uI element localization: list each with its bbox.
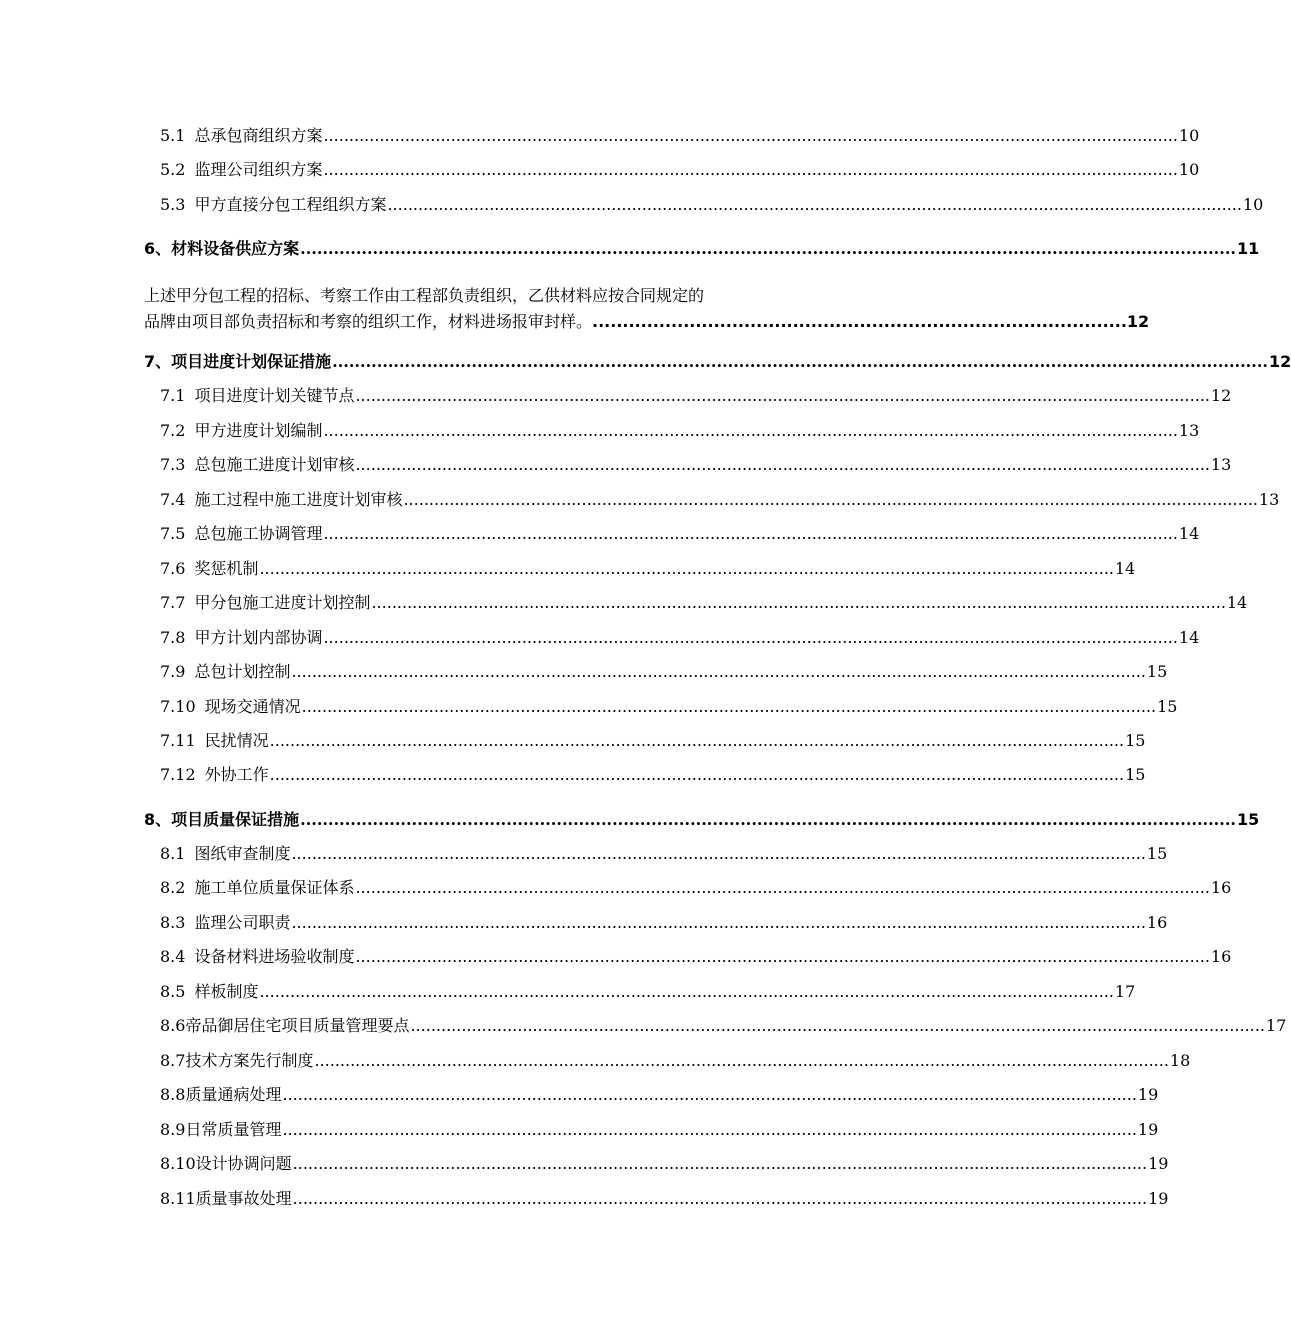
toc-entry-title: 甲方直接分包工程组织方案 (194, 195, 387, 214)
toc-entry-title: 监理公司职责 (194, 913, 291, 932)
toc-entry-title: 甲分包施工进度计划控制 (194, 593, 371, 612)
toc-chapter-6[interactable] (144, 239, 1260, 258)
toc-entry-page: 15 (1157, 697, 1178, 716)
dot-leader: ........................................................................................................................................................................ (300, 810, 1236, 829)
toc-entry-number: 8.7 (160, 1051, 186, 1070)
toc-entry-8-4[interactable] (160, 947, 1232, 966)
dot-leader: ........................................................................................................................................................................ (282, 1120, 1137, 1139)
toc-entry-number: 8.11 (160, 1189, 196, 1208)
toc-entry-number: 8.10 (160, 1154, 196, 1173)
toc-entry-7-11[interactable] (160, 731, 1146, 750)
dot-leader: ........................................................................................................................................................................ (410, 1016, 1265, 1035)
toc-entry-title: 施工过程中施工进度计划审核 (194, 490, 403, 509)
toc-chapter-page: 15 (1236, 810, 1260, 829)
toc-entry-page: 15 (1146, 662, 1168, 681)
toc-chapter-title: 6、材料设备供应方案 (144, 239, 300, 258)
toc-entry-page: 19 (1148, 1189, 1169, 1208)
toc-entry-page: 16 (1146, 913, 1168, 932)
dot-leader: ........................................................................................................................................................................ (323, 160, 1178, 179)
toc-entry-page: 12 (1210, 386, 1232, 405)
toc-entry-5-2[interactable] (160, 160, 1200, 179)
toc-entry-title: 质量通病处理 (185, 1085, 282, 1104)
toc-chapter-title: 8、项目质量保证措施 (144, 810, 300, 829)
toc-entry-title: 民扰情况 (204, 731, 269, 750)
toc-entry-8-3[interactable] (160, 913, 1168, 932)
toc-entry-7-9[interactable] (160, 662, 1168, 681)
note-line-2: 品牌由项目部负责招标和考察的组织工作，材料进场报审封样。 (144, 312, 593, 331)
toc-entry-page: 16 (1210, 878, 1232, 897)
toc-entry-number: 8.9 (160, 1120, 186, 1139)
toc-entry-5-3[interactable] (160, 195, 1264, 214)
dot-leader: ........................................................................................................................................................................ (355, 386, 1210, 405)
toc-entry-page: 10 (1242, 195, 1264, 214)
dot-leader: ........................................................................................................................................................................ (323, 421, 1178, 440)
toc-entry-number: 7.2 (160, 421, 186, 440)
toc-entry-title: 样板制度 (194, 982, 259, 1001)
toc-entry-number: 7.6 (160, 559, 186, 578)
toc-entry-title: 设计协调问题 (195, 1154, 292, 1173)
toc-entry-title: 监理公司组织方案 (194, 160, 323, 179)
toc-chapter-page: 12 (1268, 352, 1291, 371)
toc-entry-title: 总包施工进度计划审核 (194, 455, 355, 474)
toc-entry-number: 7.11 (160, 731, 196, 750)
toc-entry-number: 5.2 (160, 160, 186, 179)
toc-entry-title: 现场交通情况 (204, 697, 301, 716)
toc-entry-8-6[interactable] (160, 1016, 1287, 1035)
toc-entry-number: 8.5 (160, 982, 186, 1001)
toc-entry-number: 7.12 (160, 765, 196, 784)
toc-chapter-title: 7、项目进度计划保证措施 (144, 352, 332, 371)
toc-entry-title: 技术方案先行制度 (185, 1051, 314, 1070)
toc-chapter-8[interactable] (144, 810, 1260, 829)
toc-entry-page: 18 (1169, 1051, 1191, 1070)
toc-entry-title: 设备材料进场验收制度 (194, 947, 355, 966)
toc-entry-number: 7.10 (160, 697, 196, 716)
toc-entry-number: 7.1 (160, 386, 186, 405)
toc-entry-title: 图纸审查制度 (194, 844, 291, 863)
toc-entry-number: 7.9 (160, 662, 186, 681)
toc-entry-page: 13 (1210, 455, 1232, 474)
toc-entry-title: 项目进度计划关键节点 (194, 386, 355, 405)
toc-entry-title: 帝品御居住宅项目质量管理要点 (185, 1016, 410, 1035)
toc-entry-page: 15 (1125, 765, 1146, 784)
toc-entry-8-2[interactable] (160, 878, 1232, 897)
toc-chapter-7[interactable] (144, 352, 1291, 371)
toc-entry-number: 7.7 (160, 593, 186, 612)
toc-entry-number: 8.1 (160, 844, 186, 863)
toc-entry-number: 8.8 (160, 1085, 186, 1104)
toc-entry-page: 17 (1114, 982, 1136, 1001)
toc-entry-8-8[interactable] (160, 1085, 1159, 1104)
toc-entry-7-12[interactable] (160, 765, 1146, 784)
toc-entry-7-6[interactable] (160, 559, 1136, 578)
toc-entry-title: 甲方计划内部协调 (194, 628, 323, 647)
toc-entry-7-4[interactable] (160, 490, 1280, 509)
note-page: 12 (1126, 312, 1150, 331)
dot-leader: ........................................................................................................................................................................ (300, 239, 1236, 258)
dot-leader: ........................................................................................................................................................................ (403, 490, 1258, 509)
toc-entry-number: 7.8 (160, 628, 186, 647)
dot-leader: ........................................................................................................................................................................ (323, 628, 1178, 647)
dot-leader: ........................................................................................................................................................................ (292, 1154, 1148, 1173)
dot-leader: ........................................................................................................................................................................ (291, 844, 1146, 863)
toc-entry-number: 8.3 (160, 913, 186, 932)
toc-entry-8-1[interactable] (160, 844, 1168, 863)
dot-leader: ........................................................................................................................................................................ (259, 982, 1114, 1001)
note-line-1: 上述甲分包工程的招标、考察工作由工程部负责组织，乙供材料应按合同规定的 (144, 286, 705, 305)
toc-entry-number: 5.3 (160, 195, 186, 214)
dot-leader: ........................................................................................................................................................................ (355, 947, 1210, 966)
toc-entry-page: 14 (1114, 559, 1136, 578)
toc-note-paragraph[interactable] (144, 283, 1150, 335)
toc-entry-title: 质量事故处理 (195, 1189, 292, 1208)
toc-entry-page: 17 (1265, 1016, 1287, 1035)
toc-entry-title: 总承包商组织方案 (194, 126, 323, 145)
toc-entry-page: 13 (1178, 421, 1200, 440)
toc-entry-title: 甲方进度计划编制 (194, 421, 323, 440)
toc-entry-number: 5.1 (160, 126, 186, 145)
dot-leader: ........................................................................................................................................................................ (323, 524, 1178, 543)
toc-entry-8-5[interactable] (160, 982, 1136, 1001)
toc-entry-8-7[interactable] (160, 1051, 1191, 1070)
toc-entry-page: 16 (1210, 947, 1232, 966)
toc-entry-page: 10 (1178, 160, 1200, 179)
toc-entry-number: 8.2 (160, 878, 186, 897)
toc-entry-number: 8.6 (160, 1016, 186, 1035)
dot-leader: ........................................................................................................................................................................ (292, 1189, 1148, 1208)
toc-entry-page: 15 (1146, 844, 1168, 863)
toc-entry-7-5[interactable] (160, 524, 1200, 543)
toc-entry-page: 19 (1137, 1120, 1159, 1139)
dot-leader: ........................................................................................ (592, 312, 1127, 331)
toc-entry-5-1[interactable] (160, 126, 1200, 145)
dot-leader: ........................................................................................................................................................................ (269, 765, 1125, 784)
dot-leader: ........................................................................................................................................................................ (355, 455, 1210, 474)
dot-leader: ........................................................................................................................................................................ (291, 913, 1146, 932)
toc-entry-page: 14 (1178, 628, 1200, 647)
toc-entry-number: 7.3 (160, 455, 186, 474)
toc-chapter-page: 11 (1236, 239, 1260, 258)
toc-entry-number: 8.4 (160, 947, 186, 966)
dot-leader: ........................................................................................................................................................................ (332, 352, 1268, 371)
dot-leader: ........................................................................................................................................................................ (301, 697, 1157, 716)
toc-entry-7-10[interactable] (160, 697, 1178, 716)
toc-entry-title: 总包计划控制 (194, 662, 291, 681)
dot-leader: ........................................................................................................................................................................ (323, 126, 1178, 145)
dot-leader: ........................................................................................................................................................................ (355, 878, 1210, 897)
toc-entry-number: 7.5 (160, 524, 186, 543)
toc-entry-8-9[interactable] (160, 1120, 1159, 1139)
toc-entry-title: 日常质量管理 (185, 1120, 282, 1139)
dot-leader: ........................................................................................................................................................................ (371, 593, 1226, 612)
toc-entry-page: 15 (1125, 731, 1146, 750)
toc-entry-title: 总包施工协调管理 (194, 524, 323, 543)
dot-leader: ........................................................................................................................................................................ (314, 1051, 1169, 1070)
toc-entry-7-7[interactable] (160, 593, 1248, 612)
toc-entry-page: 14 (1178, 524, 1200, 543)
dot-leader: ........................................................................................................................................................................ (387, 195, 1242, 214)
toc-entry-title: 施工单位质量保证体系 (194, 878, 355, 897)
dot-leader: ........................................................................................................................................................................ (291, 662, 1146, 681)
toc-entry-title: 奖惩机制 (194, 559, 259, 578)
toc-entry-page: 19 (1148, 1154, 1169, 1173)
dot-leader: ........................................................................................................................................................................ (259, 559, 1114, 578)
toc-entry-7-8[interactable] (160, 628, 1200, 647)
toc-entry-8-11[interactable] (160, 1189, 1169, 1208)
toc-entry-7-1[interactable] (160, 386, 1232, 405)
toc-entry-8-10[interactable] (160, 1154, 1169, 1173)
toc-entry-number: 7.4 (160, 490, 186, 509)
toc-entry-page: 13 (1258, 490, 1280, 509)
toc-entry-page: 19 (1137, 1085, 1159, 1104)
dot-leader: ........................................................................................................................................................................ (282, 1085, 1137, 1104)
toc-entry-7-2[interactable] (160, 421, 1200, 440)
toc-entry-page: 14 (1226, 593, 1248, 612)
toc-entry-title: 外协工作 (204, 765, 269, 784)
toc-entry-7-3[interactable] (160, 455, 1232, 474)
toc-entry-page: 10 (1178, 126, 1200, 145)
dot-leader: ........................................................................................................................................................................ (269, 731, 1125, 750)
